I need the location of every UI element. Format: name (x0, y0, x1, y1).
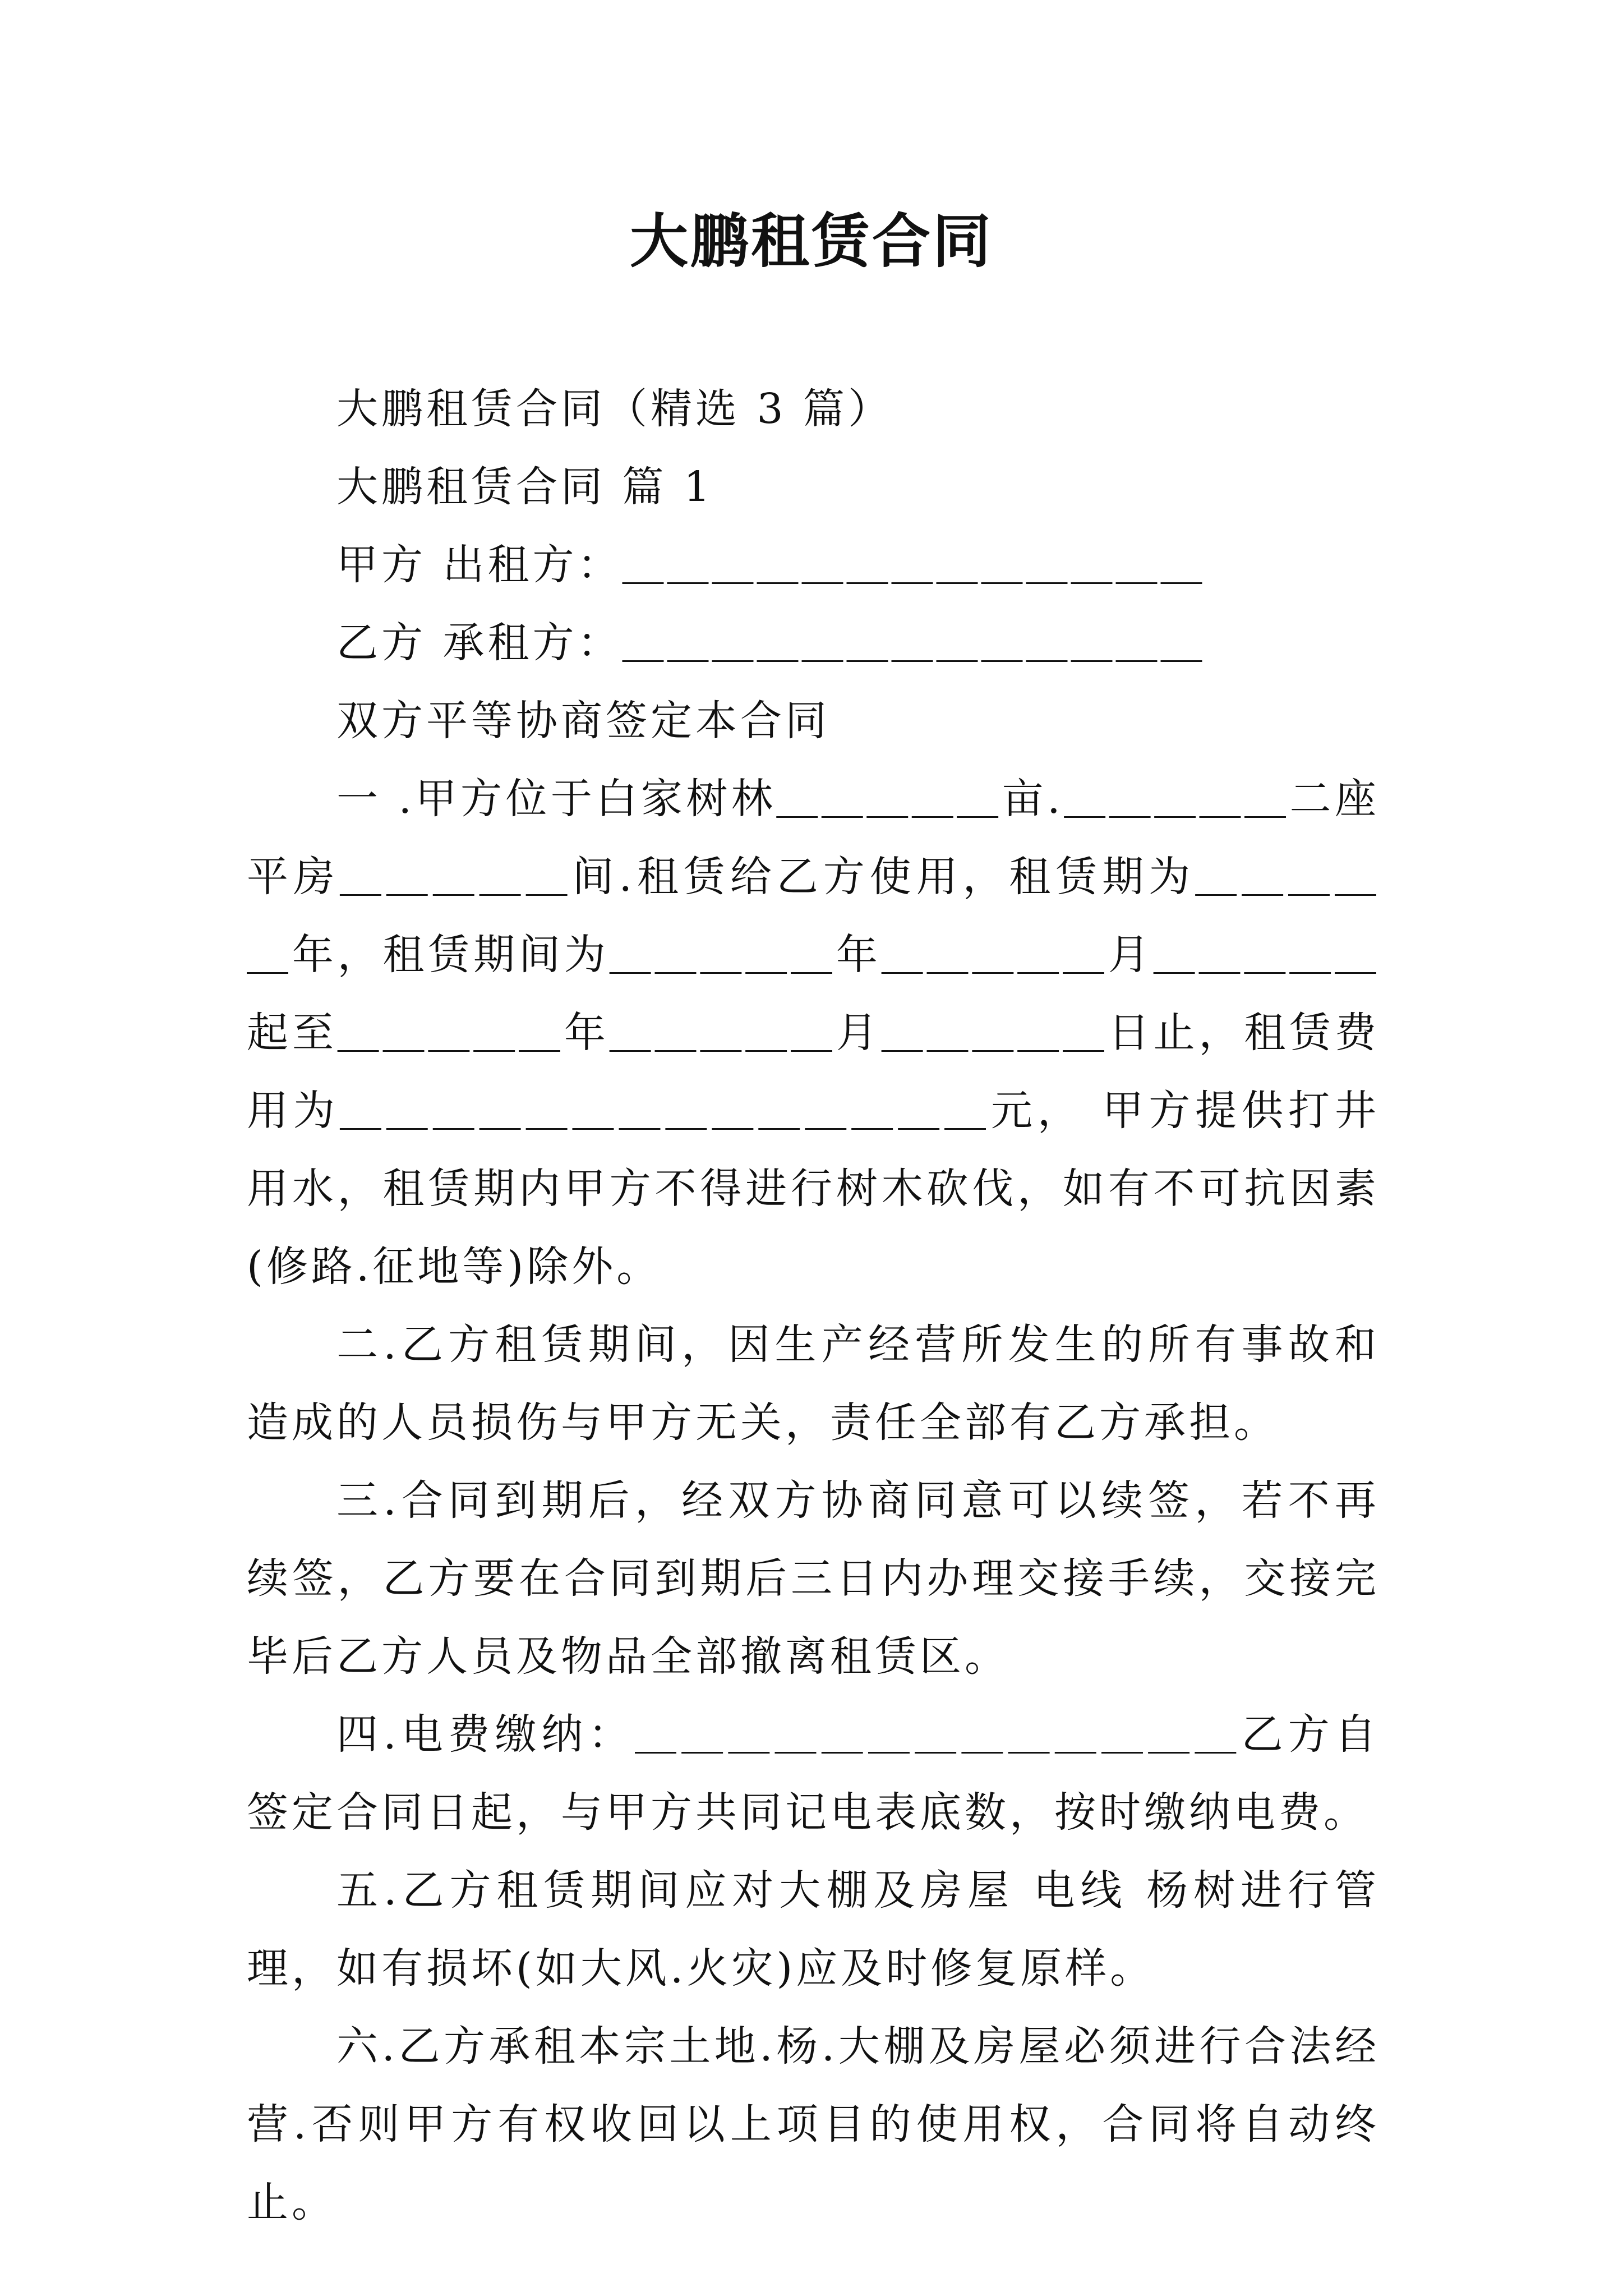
doc-subtitle: 大鹏租赁合同（精选 3 篇） (336, 385, 893, 433)
clause-1: 一 .甲方位于白家树林＿＿＿＿＿亩.＿＿＿＿＿二座平房＿＿＿＿＿间.租赁给乙方使用，租赁期为＿＿＿＿＿年，租赁期间为＿＿＿＿＿年＿＿＿＿＿月＿＿＿＿＿起至＿＿＿＿＿年＿＿＿＿＿月＿＿＿＿＿日止，租赁费用为＿＿＿＿＿＿＿＿＿＿＿＿＿＿元， 甲方提供打井用水，租赁期内甲方不得进行树木砍伐，如有不可抗因素(修路.征地等)除外。 (247, 775, 1380, 1291)
document-body (247, 370, 1380, 2242)
document-title: 大鹏租赁合同 (629, 207, 993, 275)
clause-4: 四.电费缴纳：＿＿＿＿＿＿＿＿＿＿＿＿＿乙方自签定合同日起，与甲方共同记电表底数，按时缴纳电费。 (247, 1710, 1380, 1837)
agreement-statement: 双方平等协商签定本合同 (336, 697, 830, 745)
party-b-line: 乙方 承租方：＿＿＿＿＿＿＿＿＿＿＿＿＿ (336, 619, 1206, 667)
section-heading: 大鹏租赁合同 篇 1 (336, 463, 714, 511)
clause-2: 二.乙方租赁期间，因生产经营所发生的所有事故和造成的人员损伤与甲方无关，责任全部有乙方承担。 (247, 1320, 1380, 1447)
clause-3: 三.合同到期后，经双方协商同意可以续签，若不再续签，乙方要在合同到期后三日内办理交接手续，交接完毕后乙方人员及物品全部撤离租赁区。 (247, 1476, 1380, 1681)
party-a-line: 甲方 出租方：＿＿＿＿＿＿＿＿＿＿＿＿＿ (336, 541, 1206, 589)
clause-6: 六.乙方承租本宗土地.杨.大棚及房屋必须进行合法经营.否则甲方有权收回以上项目的使用权，合同将自动终止。 (247, 2022, 1380, 2226)
clause-5: 五.乙方租赁期间应对大棚及房屋 电线 杨树进行管理，如有损坏(如大风.火灾)应及时修复原样。 (247, 1866, 1380, 1993)
